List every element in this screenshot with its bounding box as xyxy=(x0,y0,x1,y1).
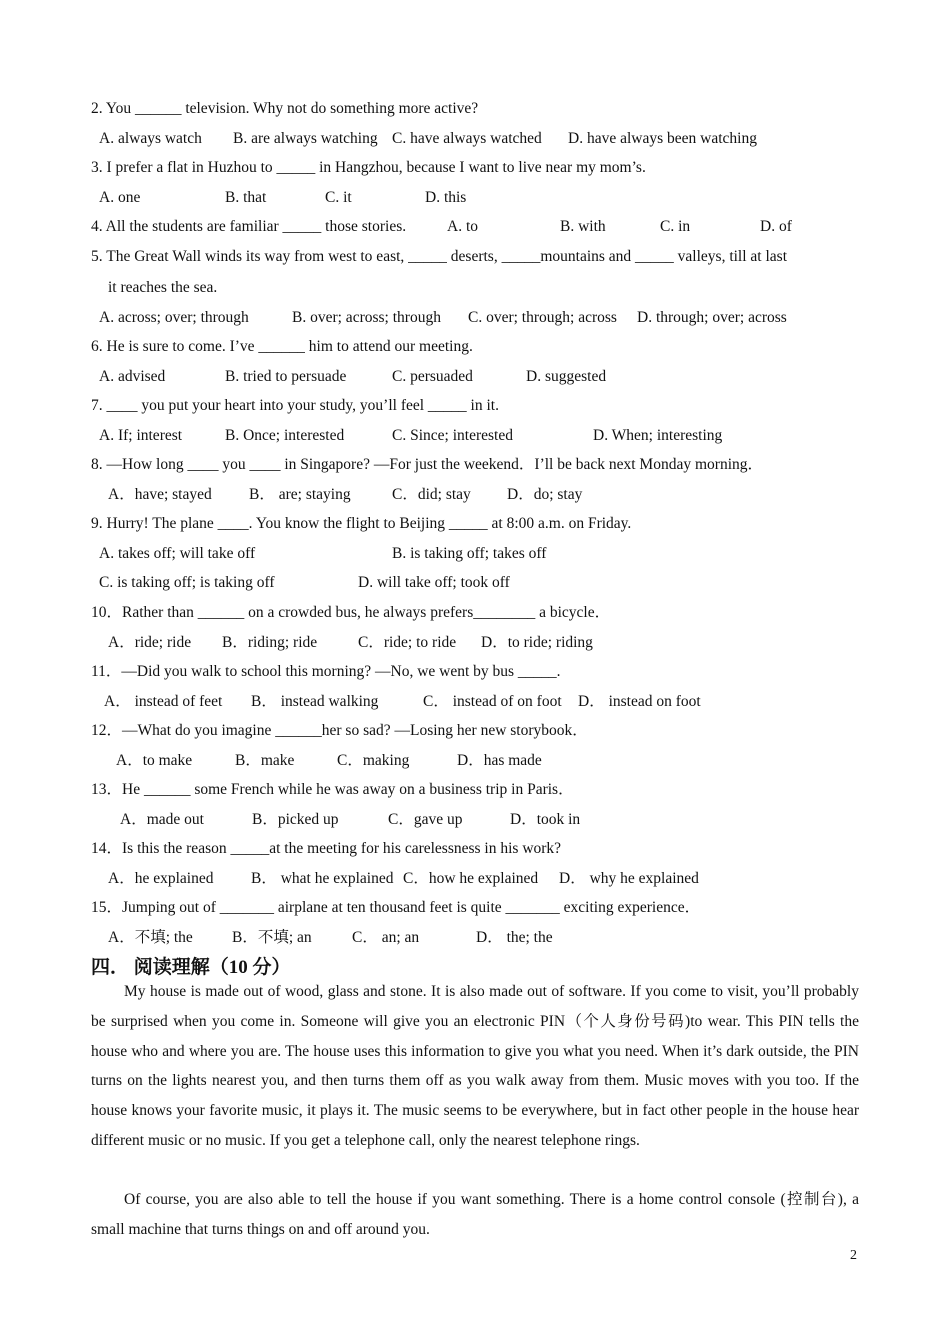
option-d: D. this xyxy=(425,189,467,206)
option-b: B．riding; ride xyxy=(222,634,318,651)
option-d: D. suggested xyxy=(526,368,607,385)
option-c: C． an; an xyxy=(352,929,420,946)
option-b: B. tried to persuade xyxy=(225,368,347,385)
question-12-stem: 12．—What do you imagine ______her so sad? —Losing her new storybook． xyxy=(91,722,588,739)
passage-paragraph-1: My house is made out of wood, glass and stone. It is also made out of software. If you come to visit, you’ll probably be surprised when you come in. Someone will give you an electronic PIN（个人身份号码)to wear. This PIN tells the house who and where you are. The house uses this information to give you what you need. When it’s dark outside, the PIN turns on the lights nearest you, and then turns them off as you walk away from them. Music moves with you too. If the house knows your favorite music, it plays it. The music seems to be everywhere, but in fact other people in the house hear different music or no music. If you get a telephone call, only the nearest telephone rings. xyxy=(91,983,859,1149)
option-c: C．did; stay xyxy=(392,486,471,503)
option-b: B． are; staying xyxy=(249,486,351,503)
option-b: B．make xyxy=(235,752,295,769)
option-b: B．不填; an xyxy=(232,929,312,946)
option-c: C．ride; to ride xyxy=(358,634,457,651)
question-14-stem: 14．Is this the reason _____at the meeting for his carelessness in his work? xyxy=(91,840,562,857)
question-3-stem: 3. I prefer a flat in Huzhou to _____ in Hangzhou, because I want to live near my mom’s. xyxy=(91,159,646,176)
option-c: C. have always watched xyxy=(392,130,542,147)
question-8-stem: 8. —How long ____ you ____ in Singapore? —For just the weekend．I’ll be back next Monday morning． xyxy=(91,456,763,473)
option-b: B．picked up xyxy=(252,811,339,828)
option-d: D．has made xyxy=(457,752,542,769)
question-15-stem: 15．Jumping out of _______ airplane at ten thousand feet is quite _______ exciting experience． xyxy=(91,899,701,916)
option-b: B. are always watching xyxy=(233,130,378,147)
option-a: A．ride; ride xyxy=(108,634,192,651)
option-a: A．to make xyxy=(116,752,193,769)
option-d: D. have always been watching xyxy=(568,130,757,147)
option-d: D． the; the xyxy=(476,929,553,946)
option-c: C. it xyxy=(325,189,352,206)
section-heading: 四． 阅读理解（10 分） xyxy=(91,957,291,978)
option-b: B. that xyxy=(225,189,267,206)
question-5-stem-continued: it reaches the sea. xyxy=(108,279,218,296)
option-c: C．how he explained xyxy=(403,870,539,887)
option-d: D．to ride; riding xyxy=(481,634,593,651)
question-9-stem: 9. Hurry! The plane ____. You know the flight to Beijing _____ at 8:00 a.m. on Friday. xyxy=(91,515,632,532)
option-a: A. takes off; will take off xyxy=(99,545,256,562)
option-b: B. is taking off; takes off xyxy=(392,545,547,562)
option-c: C． instead of on foot xyxy=(423,693,562,710)
option-c: C．gave up xyxy=(388,811,463,828)
option-a: A. If; interest xyxy=(99,427,183,444)
option-d: D． instead on foot xyxy=(578,693,701,710)
option-d: D．took in xyxy=(510,811,581,828)
option-d: D. through; over; across xyxy=(637,309,787,326)
option-a: A. to xyxy=(447,218,478,235)
option-b: B. Once; interested xyxy=(225,427,345,444)
option-b: B． instead walking xyxy=(251,693,379,710)
option-c: C. is taking off; is taking off xyxy=(99,574,275,591)
question-5-stem: 5. The Great Wall winds its way from west to east, _____ deserts, _____mountains and _____ valleys, till at last xyxy=(91,248,788,265)
option-a: A. one xyxy=(99,189,141,206)
option-d: D. will take off; took off xyxy=(358,574,510,591)
question-2-stem: 2. You ______ television. Why not do something more active? xyxy=(91,100,479,117)
option-c: C. Since; interested xyxy=(392,427,513,444)
passage-paragraph-2: Of course, you are also able to tell the house if you want something. There is a home control console (控制台), a small machine that turns things on and off around you. xyxy=(91,1191,859,1238)
page-number: 2 xyxy=(850,1248,857,1263)
option-c: C．making xyxy=(337,752,410,769)
option-d: D. When; interesting xyxy=(593,427,723,444)
option-c: C. in xyxy=(660,218,691,235)
option-a: A．made out xyxy=(120,811,204,828)
option-b: B. with xyxy=(560,218,606,235)
option-a: A． instead of feet xyxy=(104,693,223,710)
question-4-stem: 4. All the students are familiar _____ those stories. xyxy=(91,218,407,235)
option-a: A．he explained xyxy=(108,870,214,887)
option-a: A．不填; the xyxy=(108,929,193,946)
option-a: A．have; stayed xyxy=(108,486,212,503)
option-c: C. over; through; across xyxy=(468,309,617,326)
option-a: A. across; over; through xyxy=(99,309,249,326)
option-d: D. of xyxy=(760,218,792,235)
question-6-stem: 6. He is sure to come. I’ve ______ him to attend our meeting. xyxy=(91,338,473,355)
question-13-stem: 13．He ______ some French while he was away on a business trip in Paris． xyxy=(91,781,574,798)
question-11-stem: 11．—Did you walk to school this morning? —No, we went by bus _____. xyxy=(91,663,561,680)
option-a: A. always watch xyxy=(99,130,202,147)
option-d: D． why he explained xyxy=(559,870,699,887)
option-c: C. persuaded xyxy=(392,368,473,385)
option-a: A. advised xyxy=(99,368,166,385)
question-7-stem: 7. ____ you put your heart into your study, you’ll feel _____ in it. xyxy=(91,397,499,414)
question-10-stem: 10．Rather than ______ on a crowded bus, he always prefers________ a bicycle． xyxy=(91,604,611,621)
option-b: B. over; across; through xyxy=(292,309,441,326)
option-b: B． what he explained xyxy=(251,870,394,887)
option-d: D．do; stay xyxy=(507,486,583,503)
